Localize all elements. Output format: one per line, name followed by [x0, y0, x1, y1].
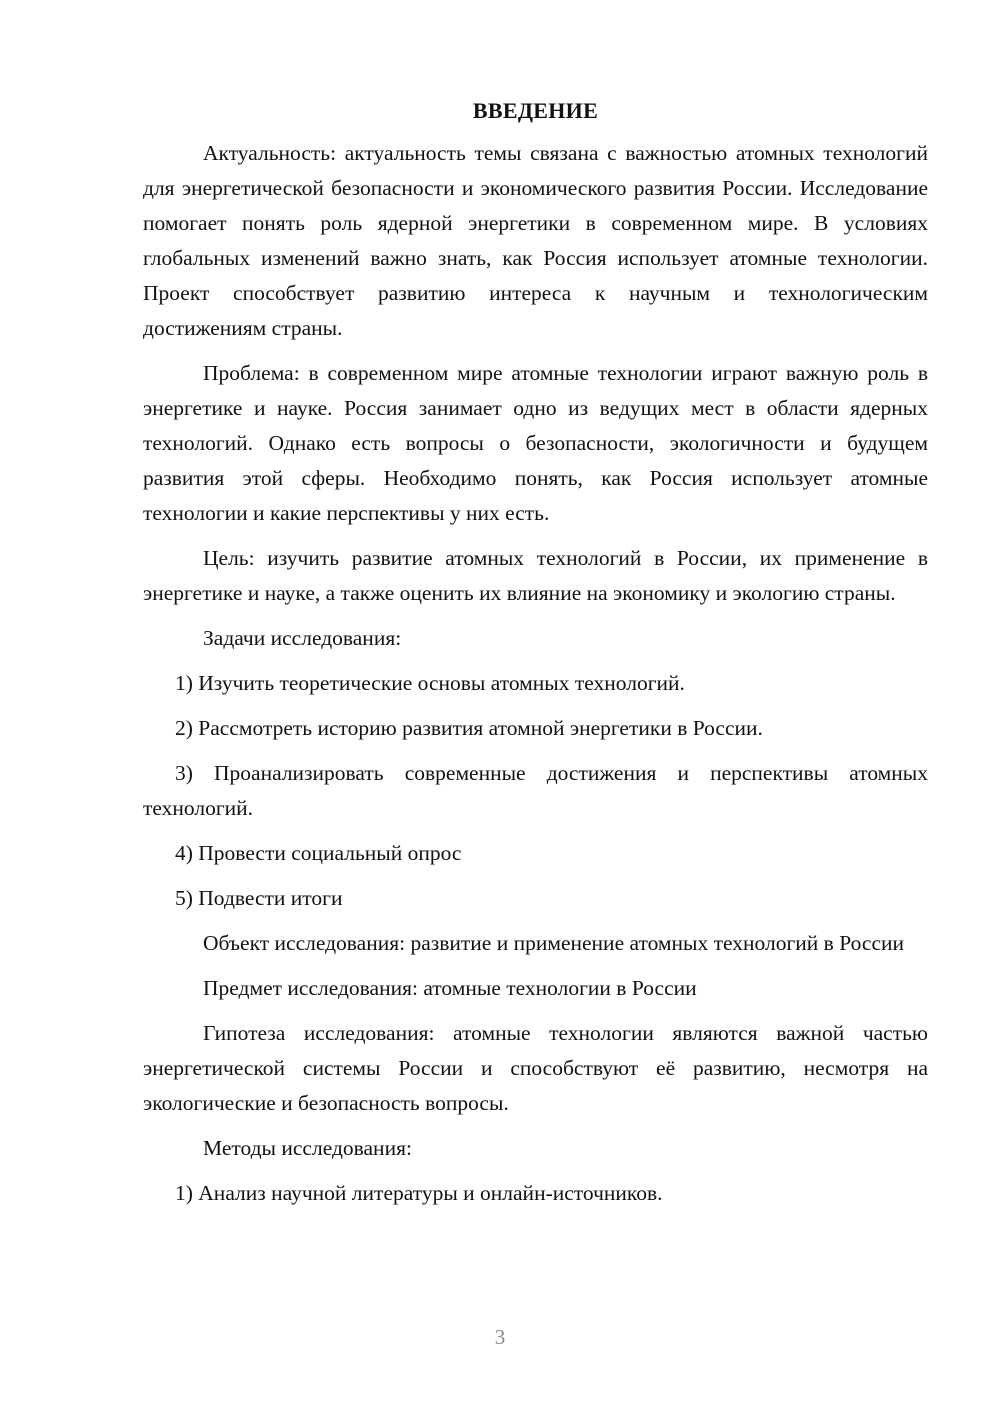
paragraph-object: Объект исследования: развитие и применение атомных технологий в России: [203, 931, 904, 955]
task-item-3: 3) Проанализировать современные достижения и перспективы атомных технологий.: [143, 761, 928, 820]
paragraph-problem: Проблема: в современном мире атомные технологии играют важную роль в энергетике и науке. Россия занимает одно из ведущих мест в области ядерных технологий. Однако есть вопросы о безопасности, экологичности и будущем развития этой сферы. Необходимо понять, как Россия использует атомные технологии и какие перспективы у них есть.: [143, 361, 928, 525]
page-number: 3: [494, 1325, 506, 1349]
paragraph-goal: Цель: изучить развитие атомных технологий в России, их применение в энергетике и науке, а также оценить их влияние на экономику и экологию страны.: [143, 546, 928, 605]
paragraph-tasks-heading: Задачи исследования:: [203, 626, 402, 650]
section-title: ВВЕДЕНИЕ: [472, 98, 599, 123]
paragraph-hypothesis: Гипотеза исследования: атомные технологии являются важной частью энергетической системы России и способствуют её развитию, несмотря на экологические и безопасность вопросы.: [143, 1021, 928, 1115]
task-item-5: 5) Подвести итоги: [175, 886, 343, 910]
paragraph-relevance: Актуальность: актуальность темы связана с важностью атомных технологий для энергетической безопасности и экономического развития России. Исследование помогает понять роль ядерной энергетики в современном мире. В условиях глобальных изменений важно знать, как Россия использует атомные технологии. Проект способствует развитию интереса к научным и технологическим достижениям страны.: [143, 141, 928, 340]
task-item-1: 1) Изучить теоретические основы атомных технологий.: [175, 671, 685, 695]
paragraph-subject: Предмет исследования: атомные технологии в России: [203, 976, 697, 1000]
method-item-1: 1) Анализ научной литературы и онлайн-источников.: [175, 1181, 663, 1205]
document-page: [143, 96, 928, 1221]
task-item-4: 4) Провести социальный опрос: [175, 841, 462, 865]
task-item-2: 2) Рассмотреть историю развития атомной энергетики в России.: [175, 716, 763, 740]
paragraph-methods-heading: Методы исследования:: [203, 1136, 412, 1160]
